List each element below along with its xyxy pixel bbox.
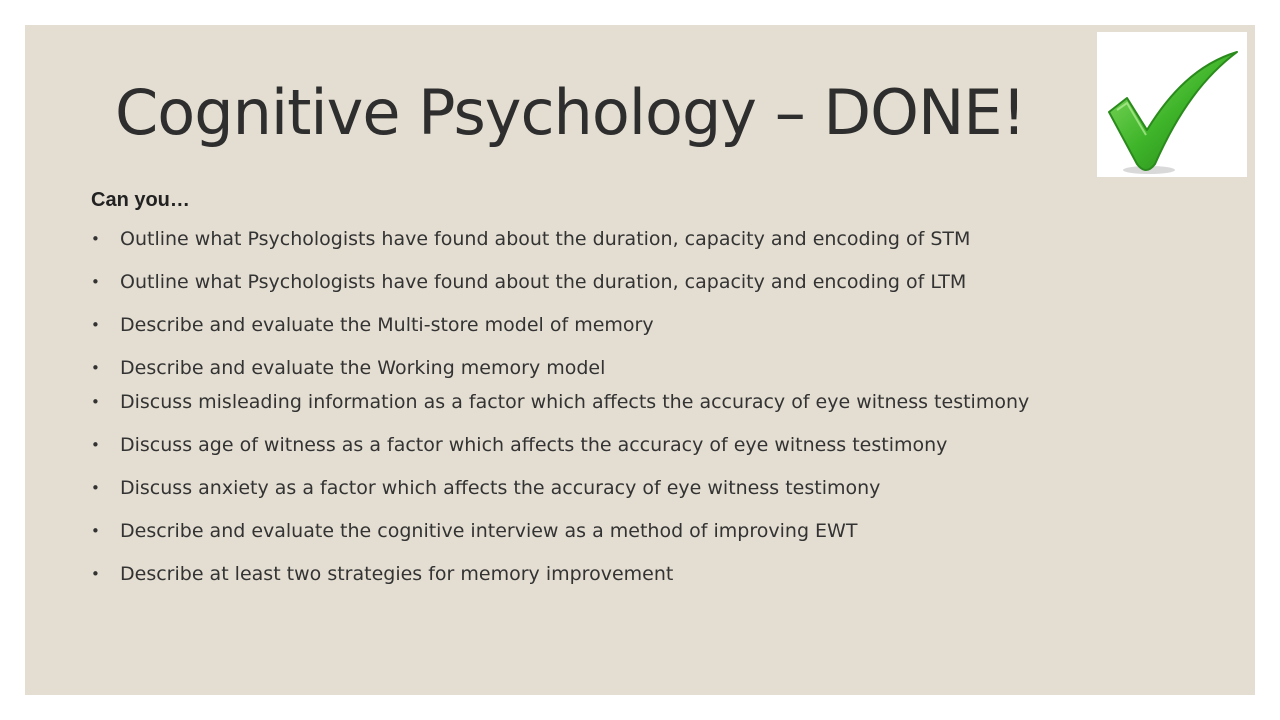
bullet-item [91, 431, 1201, 460]
bullet-dot: • [91, 436, 100, 454]
bullet-text: Discuss anxiety as a factor which affects the accuracy of eye witness testimony [120, 477, 881, 499]
bullet-item [91, 268, 1201, 297]
bullet-dot: • [91, 393, 100, 411]
bullet-text: Describe and evaluate the Working memory model [120, 357, 606, 379]
bullet-item [91, 225, 1201, 254]
bullet-dot: • [91, 479, 100, 497]
bullet-text: Describe at least two strategies for memory improvement [120, 563, 674, 585]
bullet-item [91, 560, 1201, 589]
bullet-dot: • [91, 316, 100, 334]
bullet-text: Discuss age of witness as a factor which affects the accuracy of eye witness testimony [120, 434, 948, 456]
bullet-item [91, 311, 1201, 340]
bullet-text: Outline what Psychologists have found about the duration, capacity and encoding of STM [120, 228, 971, 250]
bullet-text: Outline what Psychologists have found about the duration, capacity and encoding of LTM [120, 271, 967, 293]
bullet-dot: • [91, 273, 100, 291]
bullet-dot: • [91, 565, 100, 583]
checkmark-image [1097, 32, 1247, 177]
bullet-item [91, 354, 1201, 383]
green-checkmark-icon [1097, 32, 1247, 177]
bullet-dot: • [91, 522, 100, 540]
bullet-item [91, 474, 1201, 503]
bullet-list [91, 225, 1201, 603]
slide [25, 25, 1255, 695]
subtitle: Can you… [91, 189, 190, 211]
bullet-item [91, 517, 1201, 546]
bullet-dot: • [91, 230, 100, 248]
slide-title: Cognitive Psychology – DONE! [115, 76, 1026, 149]
bullet-dot: • [91, 359, 100, 377]
bullet-item [91, 388, 1201, 417]
bullet-text: Describe and evaluate the cognitive interview as a method of improving EWT [120, 520, 858, 542]
bullet-text: Discuss misleading information as a factor which affects the accuracy of eye witness testimony [120, 391, 1030, 413]
bullet-text: Describe and evaluate the Multi-store model of memory [120, 314, 654, 336]
